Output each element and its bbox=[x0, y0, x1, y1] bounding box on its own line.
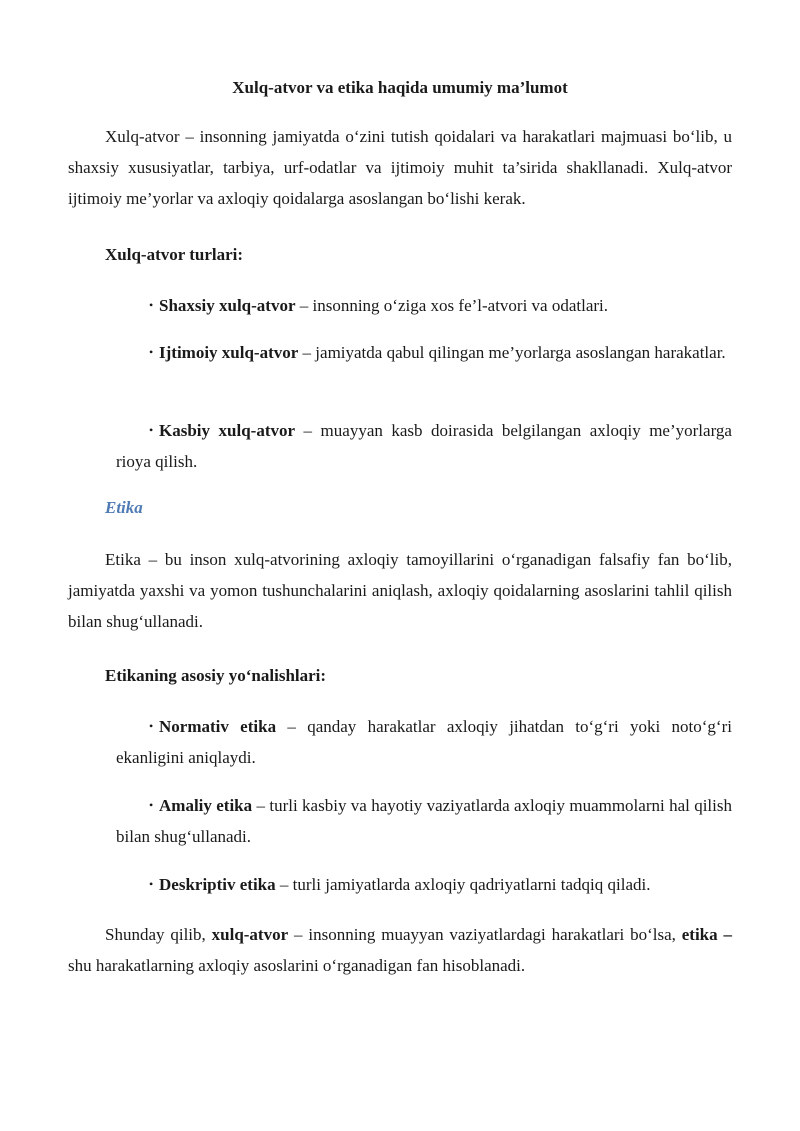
list-item-term: Ijtimoiy xulq-atvor bbox=[159, 343, 299, 362]
list-item-social-behavior bbox=[116, 337, 732, 368]
behavior-types-heading: Xulq-atvor turlari: bbox=[105, 245, 244, 264]
bullet-icon: • bbox=[149, 345, 154, 359]
bullet-icon: • bbox=[149, 798, 154, 812]
bullet-icon: • bbox=[149, 298, 154, 312]
list-item-term: Deskriptiv etika bbox=[159, 875, 276, 894]
list-item-professional-behavior bbox=[116, 415, 732, 477]
list-item-applied-ethics bbox=[116, 790, 732, 852]
list-item-desc: – muayyan kasb doirasida belgilangan axloqiy me’yorlarga rioya qilish. bbox=[116, 421, 732, 471]
ethics-paragraph: Etika – bu inson xulq-atvorining axloqiy tamoyillarini o‘rganadigan falsafiy fan bo‘lib, jamiyatda yaxshi va yomon tushunchalarini aniqlash, axloqiy qoidalarning asoslarini tahlil qilish bilan shug‘ullanadi. bbox=[68, 550, 732, 631]
list-item-normative-ethics bbox=[116, 711, 732, 773]
ethics-heading: Etika bbox=[105, 498, 143, 517]
conclusion-text: shu harakatlarning axloqiy asoslarini o‘rganadigan fan hisoblanadi. bbox=[68, 956, 526, 975]
list-item-desc: – insonning o‘ziga xos fe’l-atvori va odatlari. bbox=[295, 296, 609, 315]
conclusion-text: Shunday qilib, bbox=[105, 925, 212, 944]
conclusion-text: – insonning muayyan vaziyatlardagi harakatlari bo‘lsa, bbox=[288, 925, 682, 944]
list-item-desc: – turli kasbiy va hayotiy vaziyatlarda axloqiy muammolarni hal qilish bilan shug‘ullanadi. bbox=[116, 796, 732, 846]
ethics-directions-heading: Etikaning asosiy yo‘nalishlari: bbox=[105, 666, 327, 685]
bullet-icon: • bbox=[149, 423, 154, 437]
list-item-descriptive-ethics bbox=[116, 869, 732, 900]
list-item-desc: – jamiyatda qabul qilingan me’yorlarga asoslangan harakatlar. bbox=[298, 343, 726, 362]
intro-paragraph: Xulq-atvor – insonning jamiyatda o‘zini tutish qoidalari va harakatlari majmuasi bo‘lib, u shaxsiy xususiyatlar, tarbiya, urf-odatlar va ijtimoiy muhit ta’sirida shakllanadi. Xulq-atvor ijtimoiy me’yorlar va axloqiy qoidalarga asoslangan bo‘lishi kerak. bbox=[68, 127, 732, 208]
list-item-desc: – turli jamiyatlarda axloqiy qadriyatlarni tadqiq qiladi. bbox=[275, 875, 651, 894]
page-title: Xulq-atvor va etika haqida umumiy ma’lumot bbox=[232, 78, 568, 97]
conclusion-paragraph bbox=[68, 919, 732, 981]
list-item-desc: – qanday harakatlar axloqiy jihatdan to‘g‘ri yoki noto‘g‘ri ekanligini aniqlaydi. bbox=[116, 717, 732, 767]
conclusion-term-behavior: xulq-atvor bbox=[211, 925, 289, 944]
bullet-icon: • bbox=[149, 719, 154, 733]
bullet-icon: • bbox=[149, 877, 154, 891]
list-item-personal-behavior bbox=[116, 290, 732, 321]
list-item-term: Kasbiy xulq-atvor bbox=[159, 421, 296, 440]
list-item-term: Shaxsiy xulq-atvor bbox=[159, 296, 296, 315]
list-item-term: Amaliy etika bbox=[159, 796, 253, 815]
list-item-term: Normativ etika bbox=[159, 717, 277, 736]
conclusion-term-ethics: etika – bbox=[681, 925, 732, 944]
